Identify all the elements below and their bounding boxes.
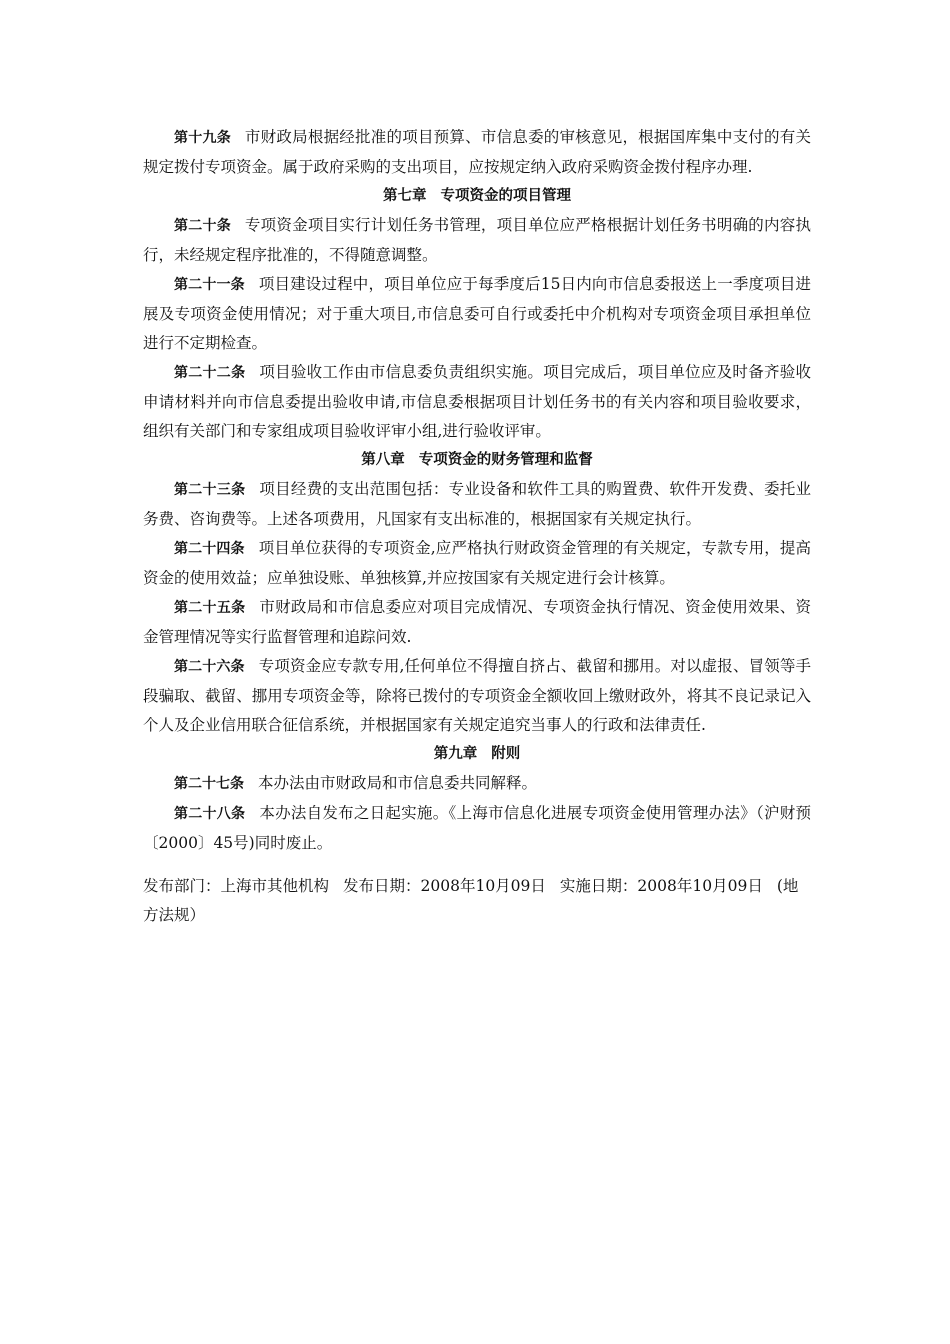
article-text: 市财政局和市信息委应对项目完成情况、专项资金执行情况、资金使用效果、资金管理情况等实行监督管理和追踪问效. xyxy=(143,598,812,646)
article-text: 专项资金项目实行计划任务书管理，项目单位应严格根据计划任务书明确的内容执行，未经规定程序批准的，不得随意调整。 xyxy=(143,216,811,264)
article-text: 本办法由市财政局和市信息委共同解释。 xyxy=(258,774,538,792)
chapter-number: 第九章 xyxy=(433,746,478,762)
article-number: 第二十六条 xyxy=(174,659,245,675)
article-text: 项目验收工作由市信息委负责组织实施。项目完成后，项目单位应及时备齐验收申请材料并向市信息委提出验收申请,市信息委根据项目计划任务书的有关内容和项目验收要求，组织有关部门和专家组成项目验收评审小组,进行验收评审。 xyxy=(143,363,812,440)
article-number: 第二十五条 xyxy=(174,600,246,616)
article-text: 市财政局根据经批准的项目预算、市信息委的审核意见，根据国库集中支付的有关规定拨付专项资金。属于政府采购的支出项目，应按规定纳入政府采购资金拨付程序办理. xyxy=(143,128,811,176)
article-number: 第二十条 xyxy=(174,218,231,234)
article-21 xyxy=(143,270,811,358)
article-20 xyxy=(143,211,811,270)
article-number: 第二十三条 xyxy=(174,482,246,498)
chapter-8-heading xyxy=(143,446,811,475)
chapter-number: 第八章 xyxy=(361,452,405,468)
chapter-number: 第七章 xyxy=(383,188,427,204)
article-text: 本办法自发布之日起实施。《上海市信息化进展专项资金使用管理办法》（沪财预〔2000〕45号)同时废止。 xyxy=(143,804,811,852)
chapter-title: 附则 xyxy=(491,746,521,762)
article-text: 项目单位获得的专项资金,应严格执行财政资金管理的有关规定，专款专用，提高资金的使用效益；应单独设账、单独核算,并应按国家有关规定进行会计核算。 xyxy=(143,539,811,587)
article-number: 第二十四条 xyxy=(174,541,245,557)
article-text: 项目建设过程中，项目单位应于每季度后15日内向市信息委报送上一季度项目进展及专项资金使用情况；对于重大项目,市信息委可自行或委托中介机构对专项资金项目承担单位进行不定期检查。 xyxy=(143,275,812,352)
article-number: 第二十一条 xyxy=(174,277,245,293)
article-26 xyxy=(143,652,811,740)
article-text: 项目经费的支出范围包括：专业设备和软件工具的购置费、软件开发费、委托业务费、咨询费等。上述各项费用，凡国家有支出标准的，根据国家有关规定执行。 xyxy=(143,480,812,528)
article-number: 第二十八条 xyxy=(174,806,246,822)
document-category: (地方法规） xyxy=(143,877,799,924)
article-28 xyxy=(143,799,811,858)
publish-date: 发布日期：2008年10月09日 xyxy=(343,877,546,895)
document-body xyxy=(143,123,811,946)
article-23 xyxy=(143,475,811,534)
article-text: 专项资金应专款专用,任何单位不得擅自挤占、截留和挪用。对以虚报、冒领等手段骗取、截留、挪用专项资金等，除将已拨付的专项资金全额收回上缴财政外，将其不良记录记入个人及企业信用联合征信系统，并根据国家有关规定追究当事人的行政和法律责任. xyxy=(143,657,811,734)
article-19 xyxy=(143,123,811,182)
article-27 xyxy=(143,769,811,799)
article-22 xyxy=(143,358,811,446)
chapter-title: 专项资金的项目管理 xyxy=(440,188,571,204)
effective-date: 实施日期：2008年10月09日 xyxy=(559,877,763,895)
article-number: 第二十二条 xyxy=(174,365,246,381)
publishing-department: 发布部门：上海市其他机构 xyxy=(143,877,330,895)
chapter-title: 专项资金的财务管理和监督 xyxy=(418,452,593,468)
chapter-7-heading xyxy=(143,182,811,211)
article-number: 第十九条 xyxy=(174,130,231,146)
chapter-9-heading xyxy=(143,740,811,769)
article-24 xyxy=(143,534,811,593)
article-number: 第二十七条 xyxy=(174,776,244,792)
publication-info xyxy=(143,872,811,930)
article-25 xyxy=(143,593,811,652)
